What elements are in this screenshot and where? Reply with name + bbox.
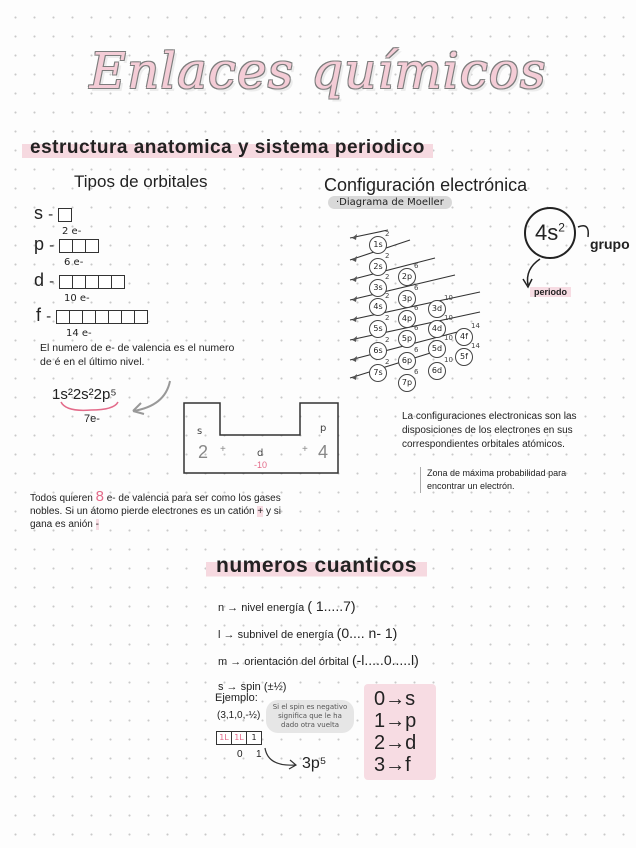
moeller-superscript: 2 [385,230,390,238]
result-arrow-icon [262,745,302,775]
block-plus-left: + [220,444,226,455]
moeller-orbital-1s: 1s [369,236,387,254]
block-d-label: d [257,448,264,459]
block-d-count: -10 [254,460,268,470]
block-left-count: 2 [198,442,209,462]
moeller-orbital-6d: 6d [428,362,446,380]
block-right-count: 4 [318,442,329,462]
grupo-label: grupo [590,236,630,252]
periodo-label: periodo [530,287,571,297]
example-result: 3p⁵ [302,755,327,772]
orbital-row-d: d - 10 e- [34,270,124,304]
moeller-orbital-3s: 3s [369,279,387,297]
orbital-count: 2 e- [62,226,82,237]
arrow-icon [125,376,175,416]
block-plus-right: + [302,444,308,455]
config-main-label: $4s^2$ [535,220,565,245]
orbital-count: 14 e- [66,328,92,339]
mapping-item: 3→f [374,754,411,776]
moeller-superscript: 2 [385,314,390,322]
moeller-superscript: 10 [444,294,453,302]
moeller-orbital-6p: 6p [398,352,416,370]
moeller-superscript: 6 [414,324,419,332]
orbital-box [58,208,72,222]
orbital-count: 10 e- [64,293,90,304]
orbital-row-p: p - 6 e- [34,234,98,268]
mapping-item: 1→p [374,710,417,732]
orbital-letter: f [36,305,42,325]
moeller-superscript: 2 [385,273,390,281]
quantum-item-n: n → nivel energía ( 1.....7) [218,598,356,614]
orbital-letter: s [34,203,43,223]
moeller-superscript: 6 [414,262,419,270]
example-values: (3,1,0,-½) [217,710,261,721]
moeller-orbital-2s: 2s [369,258,387,276]
orbital-row-f: f - 14 e- [36,305,147,339]
moeller-subtitle: ·Diagrama de Moeller [328,196,452,209]
mapping-item: 0→s [374,688,416,710]
box-index-1: 1 [256,749,262,760]
example-label: Ejemplo: [215,692,258,704]
moeller-orbital-6s: 6s [369,342,387,360]
mapping-item: 2→d [374,732,417,754]
moeller-superscript: 2 [385,336,390,344]
moeller-orbital-4s: 4s [369,298,387,316]
moeller-superscript: 6 [414,304,419,312]
mapping-box [364,684,436,780]
moeller-superscript: 14 [471,322,480,330]
moeller-superscript: 10 [444,356,453,364]
orbital-letter: d [34,270,45,290]
moeller-orbital-5p: 5p [398,330,416,348]
orbital-definition: Zona de máxima probabilidad para encontrar un electrón. [420,467,577,493]
config-note: La configuraciones electronicas son las disposiciones de los electrones en sus correspondientes orbitales atómicos. [402,411,577,450]
moeller-superscript: 2 [385,252,390,260]
quantum-item-l: l → subnivel de energía (0.... n- 1) [218,625,398,641]
moeller-orbital-5f: 5f [455,348,473,366]
moeller-orbital-4f: 4f [455,328,473,346]
moeller-orbital-5d: 5d [428,340,446,358]
box-index-0: 0 [237,749,243,760]
orbital-row-s: s - 2 e- [34,203,82,237]
moeller-orbital-7s: 7s [369,364,387,382]
electron-config-title: Configuración electrónica [324,175,528,195]
moeller-superscript: 6 [414,284,419,292]
noble-gas-note: Todos quieren 8 e- de valencia para ser como los gases nobles. Si un átomo pierde electrones es un catión + y si gana es anión - [30,488,281,530]
moeller-superscript: 14 [471,342,480,350]
block-p-label: p [320,423,327,434]
moeller-superscript: 10 [444,334,453,342]
spin-note-bubble: Si el spin es negativo significa que le ha dado otra vuelta [266,700,354,733]
orbitals-title: Tipos de orbitales [74,172,208,191]
moeller-orbital-4p: 4p [398,310,416,328]
section-heading-structure: estructura anatomica y sistema periodico [22,135,433,161]
example-boxes: 1L 1L 1 [216,731,261,745]
moeller-orbital-3p: 3p [398,290,416,308]
moeller-superscript: 6 [414,368,419,376]
moeller-superscript: 2 [385,292,390,300]
quantum-item-s: s → spin (±½) [218,681,287,693]
page-title: Enlaces químicos [89,42,547,100]
moeller-orbital-7p: 7p [398,374,416,392]
moeller-orbital-4d: 4d [428,320,446,338]
example-configuration: 1s²2s²2p⁵ [52,386,117,403]
moeller-orbital-2p: 2p [398,268,416,286]
example-valence: 7e- [84,413,100,425]
orbital-count: 6 e- [64,257,84,268]
moeller-superscript: 6 [414,346,419,354]
quantum-item-m: m → orientación del órbital (-l.....0.....l) [218,652,419,668]
valence-note: El numero de e- de valencia es el numero de é en el último nivel. [40,342,235,368]
orbital-letter: p [34,234,45,254]
block-s-label: s [197,426,203,437]
moeller-orbital-3d: 3d [428,300,446,318]
moeller-superscript: 10 [444,314,453,322]
moeller-superscript: 2 [385,358,390,366]
moeller-orbital-5s: 5s [369,320,387,338]
moeller-diagram [340,220,500,395]
section-heading-quantum: numeros cuanticos [206,552,427,580]
